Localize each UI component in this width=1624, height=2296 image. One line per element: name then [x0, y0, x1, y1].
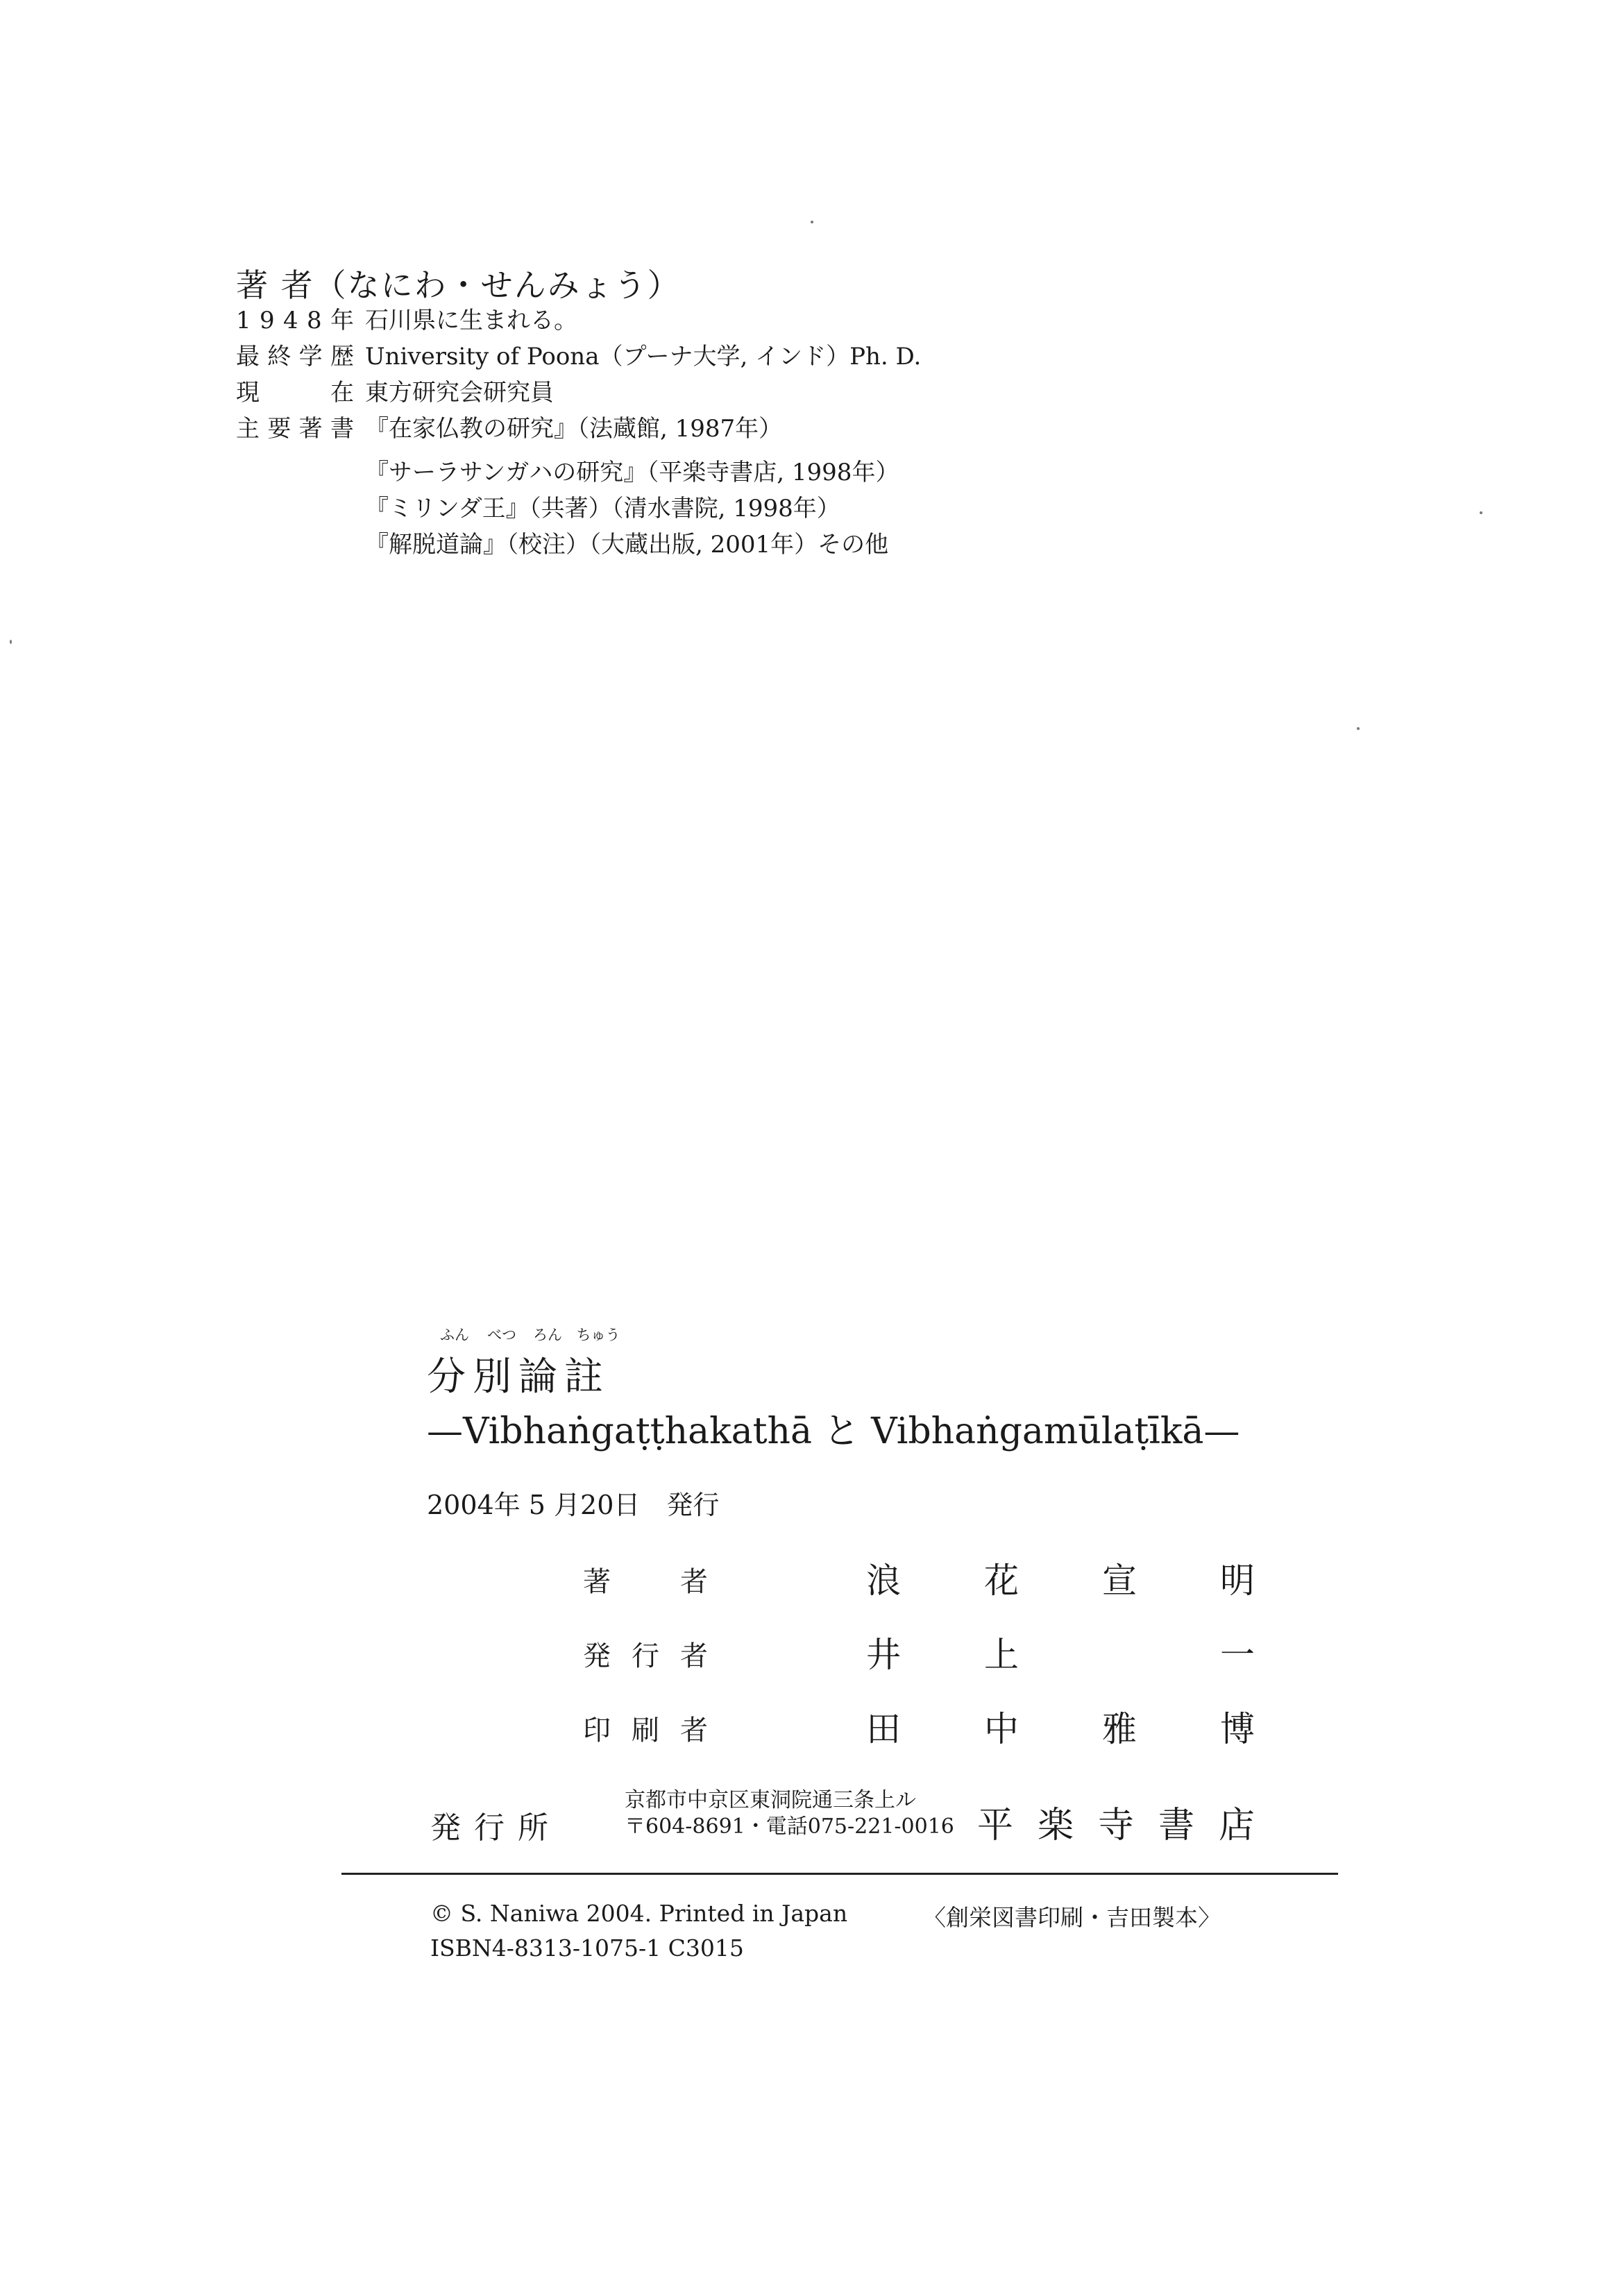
scan-speck	[811, 221, 813, 223]
label-char: 学	[298, 343, 323, 371]
label-char: 最	[236, 343, 260, 371]
author-bio-heading: 著 者（なにわ・せんみょう）	[236, 266, 681, 304]
label-char: 要	[267, 415, 291, 443]
printer-person-name	[866, 1701, 1255, 1751]
bio-work-item: 『ミリンダ王』（共著）（清水書院, 1998年）	[365, 495, 840, 522]
publisher-name	[977, 1796, 1255, 1848]
copyright-notice: © S. Naniwa 2004. Printed in Japan	[430, 1900, 848, 1927]
bio-current-value: 東方研究会研究員	[365, 379, 554, 407]
name-char: 店	[1218, 1805, 1255, 1846]
label-char: 者	[680, 1566, 708, 1598]
label-char: 発	[430, 1810, 461, 1846]
label-char: 発	[583, 1640, 611, 1672]
label-char: 所	[518, 1810, 548, 1846]
publisher-contact: 〒604-8691・電話075-221-0016	[625, 1814, 954, 1839]
printer-credit: 〈創栄図書印刷・吉田製本〉	[923, 1904, 1221, 1931]
ruby-reading: べつ	[487, 1327, 516, 1343]
label-char: 行	[474, 1810, 505, 1846]
label-char: 主	[236, 415, 260, 443]
name-char: 田	[866, 1709, 901, 1749]
book-subtitle: —Vibhaṅgaṭṭhakathā と Vibhaṅgamūlaṭīkā—	[427, 1411, 1240, 1452]
name-char: 上	[984, 1635, 1019, 1675]
bio-works-label	[236, 417, 354, 441]
publication-date: 2004年 5 月20日 発行	[427, 1490, 720, 1520]
publisher-person-name	[866, 1627, 1255, 1677]
scan-speck	[1357, 727, 1360, 730]
name-char: 雅	[1102, 1709, 1137, 1749]
author-name	[866, 1553, 1255, 1603]
name-char: 井	[866, 1635, 901, 1675]
role-label-printer	[583, 1708, 708, 1748]
label-char: 1	[236, 307, 251, 334]
name-char: 書	[1158, 1805, 1194, 1846]
label-char: 書	[330, 415, 354, 443]
bio-work-item: 『解脱道論』（校注）（大蔵出版, 2001年）その他	[365, 531, 889, 559]
label-char: 4	[283, 307, 298, 334]
name-char: 寺	[1097, 1805, 1134, 1846]
name-char: 一	[1220, 1635, 1255, 1675]
name-char: 平	[977, 1805, 1014, 1846]
name-char: 博	[1220, 1709, 1255, 1749]
name-gap	[1102, 1627, 1137, 1677]
scan-speck	[1480, 511, 1482, 514]
label-char: 者	[680, 1640, 708, 1672]
name-char: 宣	[1102, 1561, 1137, 1601]
bio-birth-label	[236, 309, 354, 332]
label-char: 行	[632, 1640, 659, 1672]
name-char: 楽	[1037, 1805, 1074, 1846]
name-char: 中	[984, 1709, 1019, 1749]
name-char: 明	[1220, 1561, 1255, 1601]
publisher-label	[430, 1803, 548, 1847]
book-title: 分別論註	[427, 1354, 610, 1400]
label-char: 在	[330, 379, 354, 407]
label-char: 著	[298, 415, 323, 443]
label-char: 著	[583, 1566, 611, 1598]
label-char: 8	[307, 307, 322, 334]
label-char: 9	[260, 307, 275, 334]
label-char: 印	[583, 1715, 611, 1746]
isbn: ISBN4-8313-1075-1 C3015	[430, 1934, 744, 1962]
title-ruby	[430, 1324, 626, 1345]
name-char: 浪	[866, 1561, 901, 1601]
label-char: 年	[330, 307, 354, 334]
role-label-author	[583, 1560, 708, 1599]
ruby-reading: ちゅう	[576, 1327, 620, 1343]
label-char: 歴	[330, 343, 354, 371]
role-label-publisher	[583, 1634, 708, 1674]
publisher-address: 京都市中京区東洞院通三条上ル	[625, 1788, 916, 1812]
label-char: 現	[236, 379, 260, 407]
bio-birth-value: 石川県に生まれる。	[365, 307, 577, 334]
scan-speck	[10, 640, 12, 644]
ruby-reading: ろん	[533, 1327, 562, 1343]
label-char: 終	[267, 343, 291, 371]
bio-education-value: University of Poona（プーナ大学, インド）Ph. D.	[365, 343, 922, 371]
bio-current-label	[236, 381, 354, 405]
name-char: 花	[984, 1561, 1019, 1601]
bio-work-item: 『在家仏教の研究』（法蔵館, 1987年）	[365, 415, 783, 443]
bio-work-item: 『サーラサンガハの研究』（平楽寺書店, 1998年）	[365, 459, 899, 486]
colophon-divider	[341, 1873, 1338, 1875]
label-char: 者	[680, 1715, 708, 1746]
label-char: 刷	[632, 1715, 659, 1746]
ruby-reading: ふん	[440, 1327, 469, 1343]
bio-education-label	[236, 343, 354, 371]
